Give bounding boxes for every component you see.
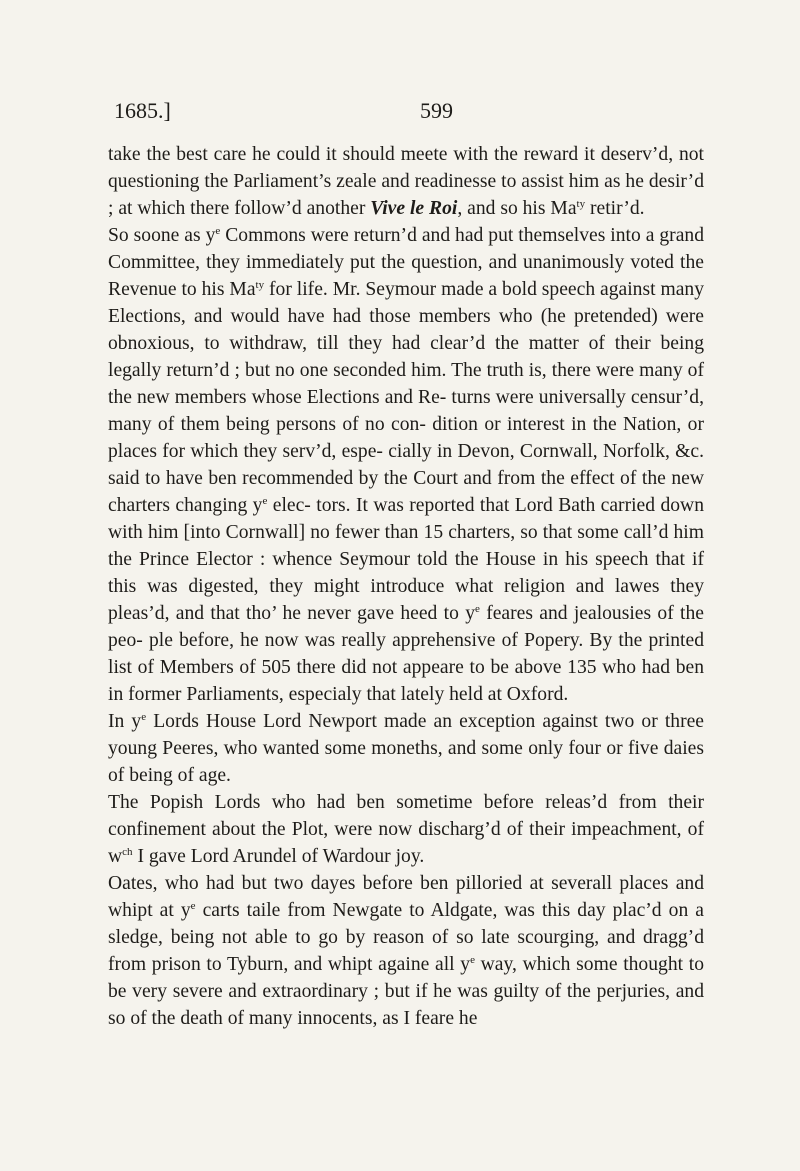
superscript: ty: [255, 279, 265, 291]
text-run: In y: [108, 711, 142, 732]
text-run: take the best care he could it should meete with the reward it deserv’d, not questioning the Parliament’s zeale and readinesse to assist him as he desir’d ; at which there follow’d another: [108, 144, 704, 219]
paragraph: [108, 141, 704, 222]
superscript: e: [141, 711, 147, 723]
superscript: ch: [122, 846, 133, 858]
italic-phrase: Vive le Roi: [370, 198, 458, 219]
text-run: So soone as y: [108, 225, 216, 246]
header-year: 1685.]: [114, 98, 171, 123]
paragraph: [108, 708, 704, 789]
body-text: [108, 141, 704, 1032]
text-run: Oates, who had but two dayes before ben pilloried at severall places and whipt at y: [108, 873, 704, 921]
superscript: e: [475, 603, 480, 615]
superscript: e: [470, 954, 475, 966]
text-run: feares and jealousies of the peo- ple before, he now was really apprehensive of Popery. By the printed list of Members of 505 there did not appeare to be above 135 who had ben in former Parliaments, especialy that lately held at Oxford.: [108, 603, 704, 705]
text-run: carts taile from Newgate to Aldgate, was this day plac’d on a sledge, being not able to go by reason of so late scourging, and dragg’d from prison to Tyburn, and whipt againe all y: [108, 900, 704, 975]
paragraph: [108, 870, 704, 1032]
superscript: e: [190, 900, 196, 912]
text-run: retir’d.: [585, 198, 645, 219]
text-run: elec- tors. It was reported that Lord Bath carried down with him [into Cornwall] no fewer than 15 charters, so that some call’d him the Prince Elector : whence Seymour told the House in his speech that if this was digested, they might introduce what religion and lawes they pleas’d, and that tho’ he never gave heed to y: [108, 495, 704, 624]
superscript: e: [262, 495, 268, 507]
superscript: e: [215, 225, 221, 237]
text-run: way, which some thought to be very severe and extraordinary ; but if he was guilty of the perjuries, and so of the death of many innocents, as I feare he: [108, 954, 704, 1029]
running-header: [110, 98, 690, 130]
text-run: The Popish Lords who had ben sometime before releas’d from their confinement about the Plot, were now discharg’d of their impeachment, of w: [108, 792, 704, 867]
paragraph: [108, 222, 704, 708]
text-run: for life. Mr. Seymour made a bold speech against many Elections, and would have had those members who (he pretended) were obnoxious, to withdraw, till they had clear’d the matter of their being legally return’d ; but no one seconded him. The truth is, there were many of the new members whose Elections and Re- turns were universally censur’d, many of them being persons of no con- dition or interest in the Nation, or places for which they serv’d, espe- cially in Devon, Cornwall, Norfolk, &c. said to have ben recommended by the Court and from the effect of the new charters changing y: [108, 279, 704, 516]
paragraph: [108, 789, 704, 870]
text-run: Lords House Lord Newport made an exception against two or three young Peeres, who wanted some moneths, and some only four or five daies of being of age.: [108, 711, 704, 786]
text-run: I gave Lord Arundel of Wardour joy.: [132, 846, 425, 867]
text-run: Commons were return’d and had put themselves into a grand Committee, they immediately put the question, and unanimously voted the Revenue to his Ma: [108, 225, 704, 300]
superscript: ty: [576, 198, 586, 210]
page-number: 599: [420, 98, 453, 123]
text-run: , and so his Ma: [457, 198, 577, 219]
